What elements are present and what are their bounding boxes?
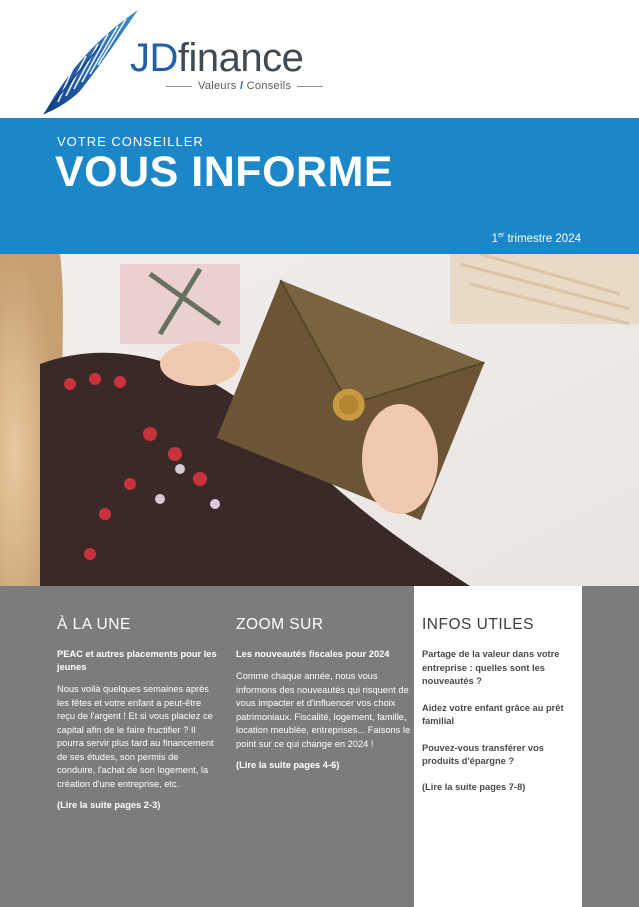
logo-header [0,0,639,118]
read-more-link[interactable]: (Lire la suite pages 7-8) [422,781,526,792]
info-item: Aidez votre enfant grâce au prêt familial [422,702,564,726]
column-title: INFOS UTILES [422,616,534,633]
column-infos-utiles [414,586,582,907]
tagline-right: Conseils [246,80,292,92]
article-lead: Les nouveautés fiscales pour 2024 [236,649,390,659]
feather-logo-icon [40,6,140,118]
brand-tagline [160,80,329,92]
column-title: ZOOM SUR [236,616,324,633]
child-envelope-illustration [0,254,639,586]
info-item: Partage de la valeur dans votre entreprise : quelles sont les nouveautés ? [422,649,560,686]
cover-photo [0,254,639,586]
brand-jd: JD [130,36,178,80]
article-lead: PEAC et autres placements pour les jeunes [57,649,217,672]
column-a-la-une [0,586,218,907]
read-more-link[interactable]: (Lire la suite pages 4-6) [236,760,340,770]
column-margin [582,586,639,907]
banner-kicker: VOTRE CONSEILLER [57,134,204,149]
tagline-separator: / [239,80,244,92]
tagline-rule [166,86,192,87]
column-zoom-sur [218,586,414,907]
tagline-left: Valeurs [198,80,237,92]
issue-period: trimestre 2024 [504,232,581,245]
article-body: Comme chaque année, nous vous informons des nouveautés qui risquent de vous impacter et d'influencer vos choix patrimoniaux. Fiscalité, logement, famille, location meublée, entreprises... Faisons le point sur ce qui change en 2024 ! [236,671,411,749]
issue-date [492,232,581,245]
issue-number: 1 [491,232,499,245]
brand-name [130,38,303,78]
title-banner [0,118,639,254]
info-item: Pouvez-vous transférer vos produits d'épargne ? [422,742,544,766]
banner-headline: VOUS INFORME [55,148,394,196]
issue-ordinal: er [498,232,505,239]
tagline-rule [297,86,323,87]
brand-finance: finance [177,36,304,80]
column-title: À LA UNE [57,616,131,633]
read-more-link[interactable]: (Lire la suite pages 2-3) [57,800,161,810]
article-body: Nous voilà quelques semaines après les fêtes et votre enfant a peut-être reçu de l'argent ! Et si vous placiez ce capital afin de le faire fructifier ? Il pourra servir plus tard au financement de ses études, son permis de conduire, l'achat de son logement, la création d'une entreprise, etc. [57,684,214,789]
